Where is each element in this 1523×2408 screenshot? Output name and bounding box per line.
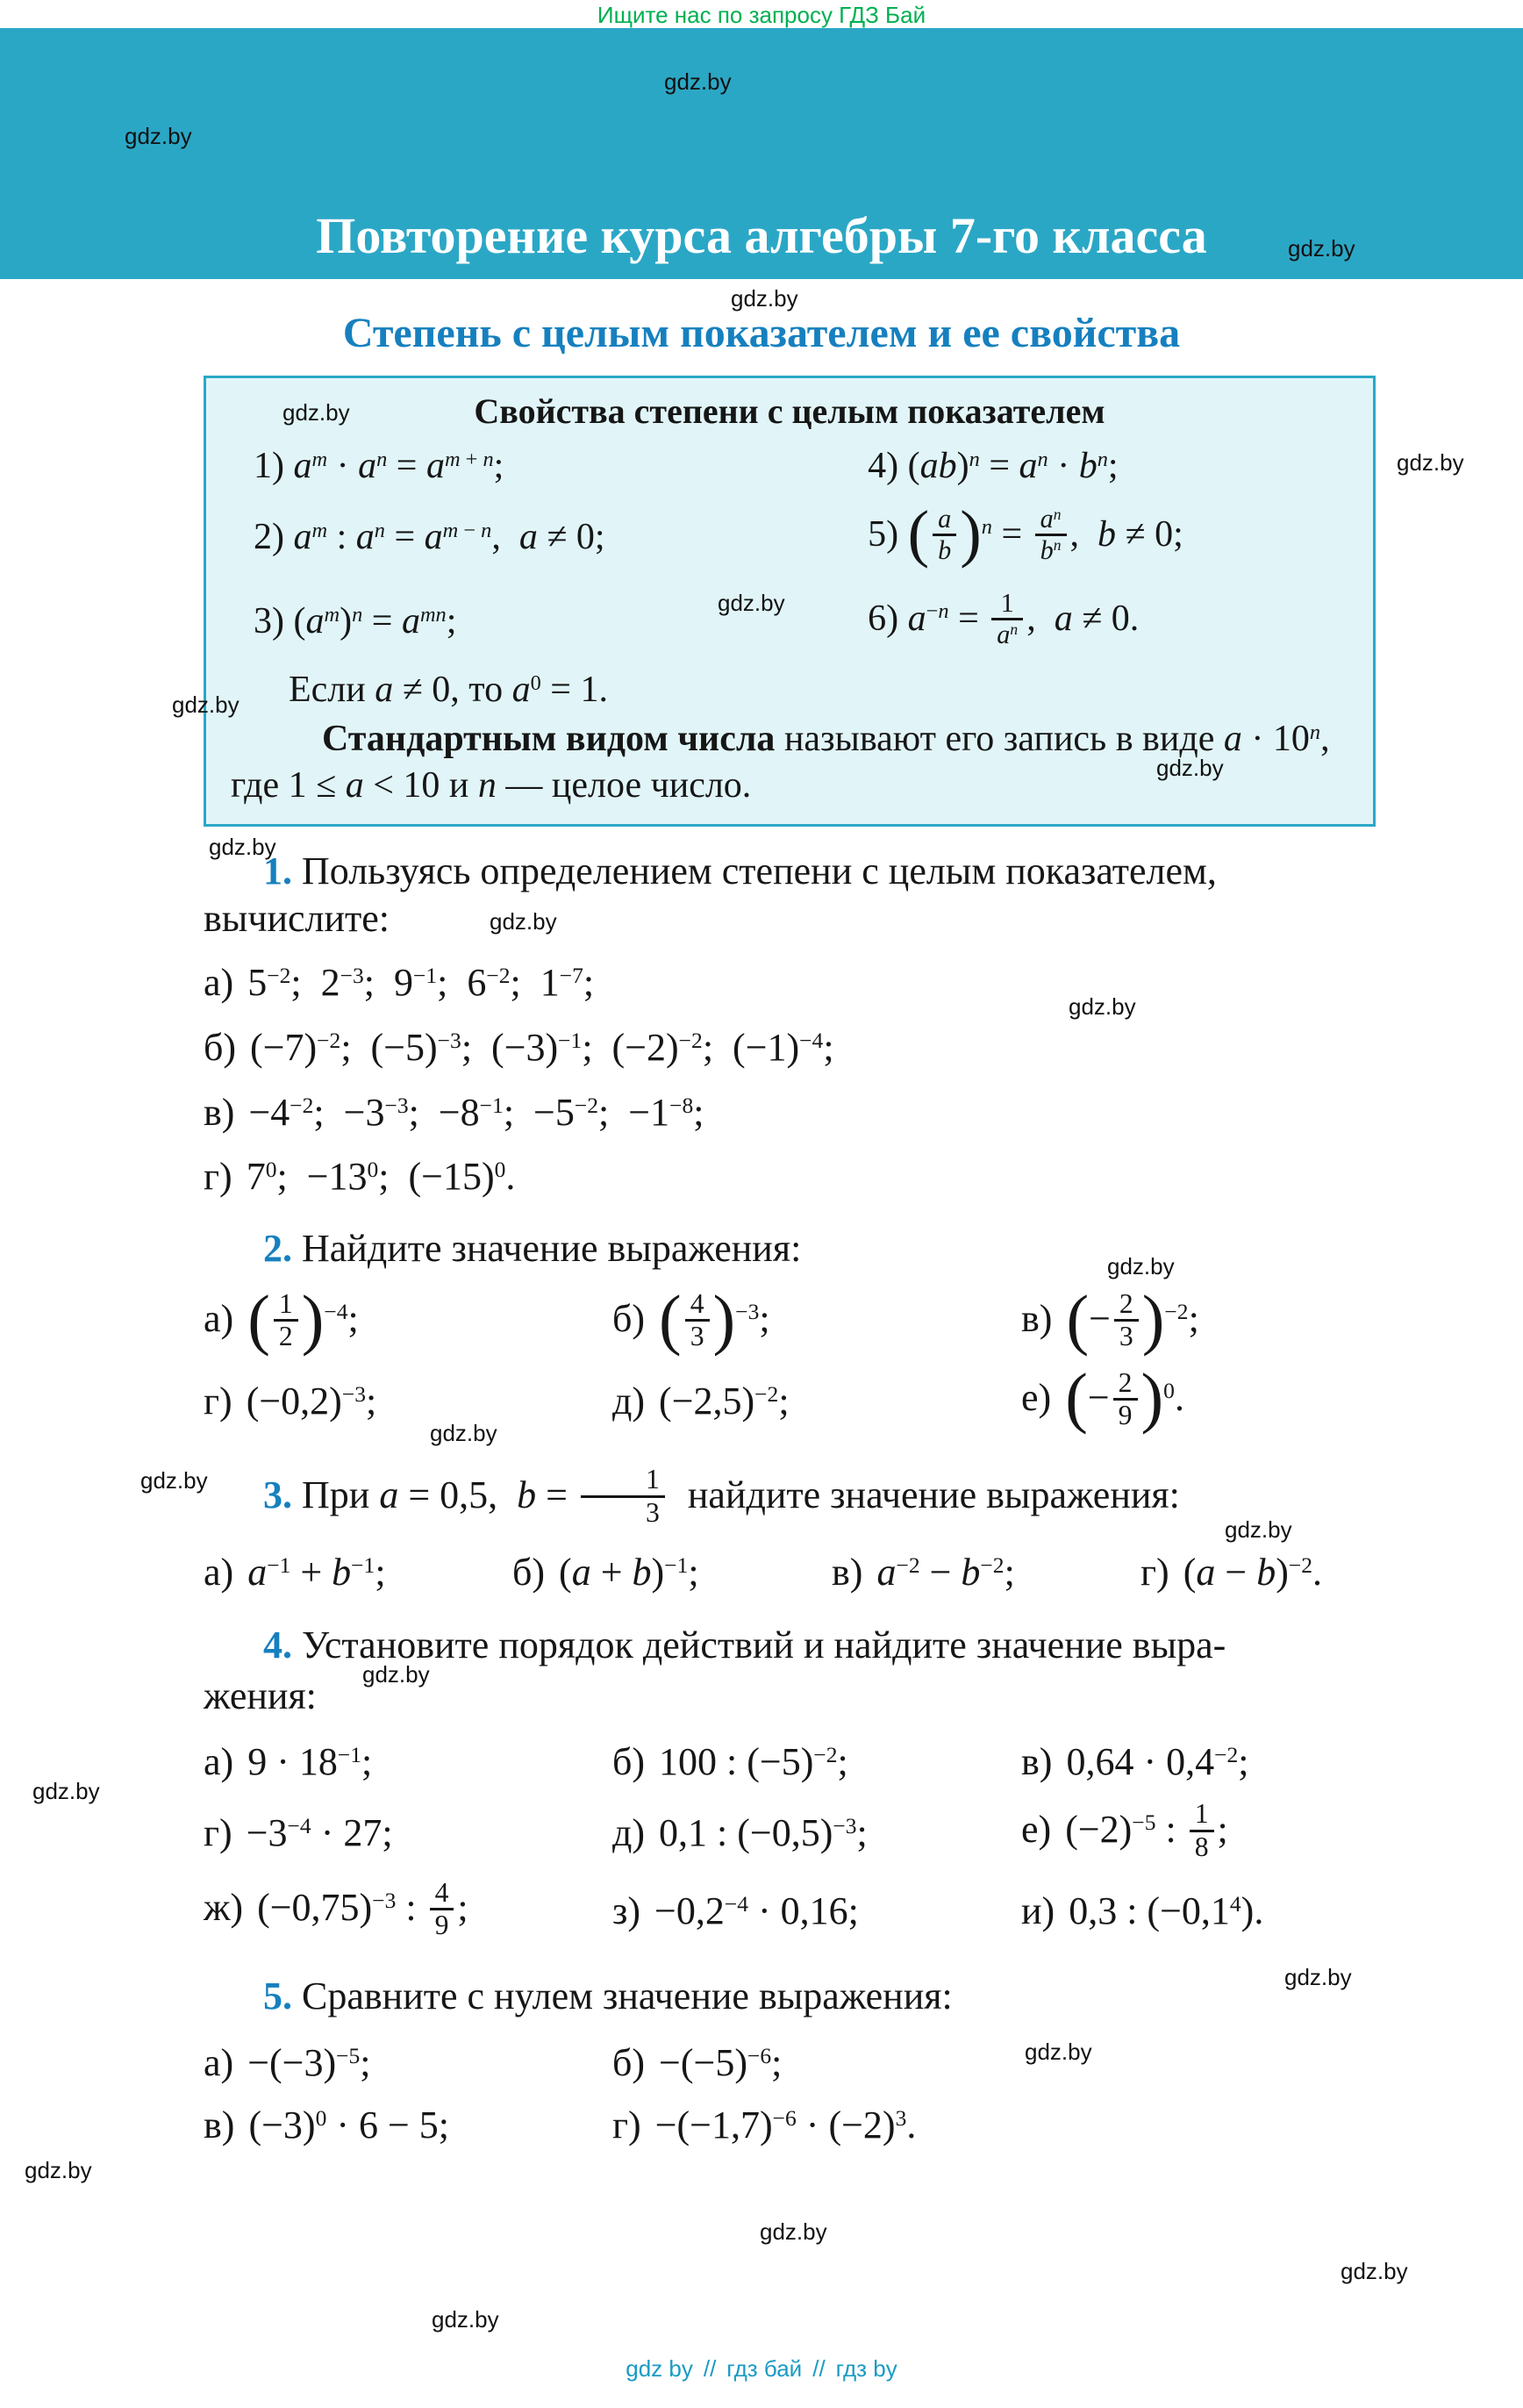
item-label: ж) bbox=[204, 1886, 244, 1930]
top-notice: Ищите нас по запросу ГДЗ Бай bbox=[597, 2, 926, 28]
exercise-4-item-i bbox=[1021, 1888, 1263, 1935]
exercise-2-item-d bbox=[612, 1378, 1021, 1425]
exercise-4-item-d bbox=[612, 1810, 1021, 1857]
exercise-4-item-z bbox=[612, 1888, 1021, 1935]
item-label: в) bbox=[1021, 1740, 1053, 1784]
exercise-2 bbox=[204, 1225, 1390, 1436]
item-expression: $5^{-2}$; $2^{-3}$; $9^{-1}$; $6^{-2}$; $1^{-7}$; bbox=[247, 961, 595, 1005]
watermark: gdz.by bbox=[125, 123, 192, 149]
watermark: gdz.by bbox=[140, 1467, 208, 1494]
exercise-5-heading bbox=[204, 1973, 1390, 2020]
watermark: gdz.by bbox=[209, 834, 276, 860]
exercise-5-item-g bbox=[612, 2102, 916, 2149]
exercise-3 bbox=[204, 1464, 1390, 1596]
item-expression: (− $\frac{2}{3}$ )$^{-2}$; bbox=[1066, 1280, 1199, 1357]
item-label: в) bbox=[204, 1090, 235, 1134]
item-expression: $7^0$; $-13^0$; $(-15)^0$. bbox=[246, 1155, 516, 1199]
exercise-5-number: 5. bbox=[263, 1974, 292, 2017]
exercise-3-row bbox=[204, 1549, 1390, 1596]
item-expression: $-0,2^{-4} \cdot 0,16$; bbox=[654, 1889, 859, 1933]
watermark: gdz.by bbox=[32, 1778, 100, 1804]
exercise-1-item-a bbox=[204, 959, 1390, 1007]
item-label: и) bbox=[1021, 1889, 1055, 1933]
exercise-5 bbox=[204, 1973, 1390, 2149]
exercise-4-heading bbox=[204, 1622, 1390, 1669]
item-expression: (− $\frac{2}{9}$ )$^0$. bbox=[1065, 1359, 1184, 1436]
exercise-3-heading bbox=[204, 1464, 1390, 1530]
item-expression: $-4^{-2}$; $-3^{-3}$; $-8^{-1}$; $-5^{-2}$; $-1^{-8}$; bbox=[248, 1090, 704, 1134]
formula-power-of-power: 3) $(a^m)^n = a^{mn}$; bbox=[254, 601, 457, 641]
exercise-4-item-b bbox=[612, 1738, 1021, 1786]
watermark: gdz.by bbox=[1341, 2258, 1408, 2284]
watermark: gdz.by bbox=[172, 692, 240, 718]
exercise-4-item-g bbox=[204, 1810, 612, 1857]
watermark: gdz.by bbox=[1025, 2039, 1092, 2065]
watermark: gdz.by bbox=[664, 68, 732, 95]
item-label: д) bbox=[612, 1379, 646, 1423]
item-label: а) bbox=[204, 1551, 234, 1595]
watermark: gdz.by bbox=[718, 590, 785, 616]
exercise-4-row-1 bbox=[204, 1738, 1390, 1786]
section-subtitle: Степень с целым показателем и ее свойства bbox=[342, 310, 1181, 356]
item-label: б) bbox=[612, 1740, 646, 1784]
formula-power-of-fraction: 5) ( $\frac{a}{b}$ )$^n$ = $\frac{a^n}{b^n}$ , b ≠ 0; bbox=[868, 497, 1183, 569]
standard-form-term: Стандартным видом числа bbox=[322, 719, 776, 759]
standard-form-note bbox=[231, 716, 1348, 808]
exercise-1-text: Пользуясь определением степени с целым показателем, вычислите: bbox=[204, 849, 1217, 940]
item-label: а) bbox=[204, 1740, 234, 1784]
item-expression: ( $\frac{4}{3}$ )$^{-3}$; bbox=[659, 1280, 770, 1357]
exercise-3-item-v bbox=[832, 1549, 1140, 1596]
watermark: gdz.by bbox=[1284, 1964, 1352, 1990]
exercise-1-item-v bbox=[204, 1089, 1390, 1136]
watermark: gdz.by bbox=[1225, 1516, 1292, 1543]
exercise-4 bbox=[204, 1622, 1390, 1943]
exercise-3-number: 3. bbox=[263, 1473, 292, 1516]
item-expression: $(-2)^{-5}$ : $\frac{1}{8}$ ; bbox=[1065, 1798, 1228, 1862]
formula-quotient-of-powers: 2) $a^m$ : $a^n = a^{m - n}$, a ≠ 0; bbox=[254, 517, 605, 557]
exercise-5-row-2 bbox=[204, 2102, 1390, 2149]
item-label: з) bbox=[612, 1889, 641, 1933]
exercise-5-text: Сравните с нулем значение выражения: bbox=[302, 1974, 953, 2017]
exercise-2-item-g bbox=[204, 1378, 612, 1425]
item-label: б) bbox=[204, 1026, 237, 1070]
exercise-2-heading bbox=[204, 1225, 1390, 1272]
item-label: г) bbox=[204, 1155, 232, 1199]
exercise-2-number: 2. bbox=[263, 1227, 292, 1270]
formula-product-of-powers: 1) $a^m \cdot a^n = a^{m + n}$; bbox=[254, 446, 504, 486]
formula-row-2 bbox=[231, 495, 1348, 579]
item-label: а) bbox=[204, 961, 234, 1005]
item-label: в) bbox=[832, 1551, 863, 1595]
item-expression: $a^{-1} + b^{-1}$; bbox=[247, 1551, 386, 1595]
item-label: д) bbox=[612, 1810, 646, 1854]
watermark: gdz.by bbox=[1156, 755, 1224, 781]
watermark: gdz.by bbox=[1288, 235, 1355, 262]
header-band bbox=[0, 28, 1523, 279]
exercise-4-item-a bbox=[204, 1738, 612, 1786]
exercise-1-number: 1. bbox=[263, 849, 292, 892]
item-label: а) bbox=[204, 1297, 234, 1341]
watermark: gdz.by bbox=[760, 2218, 827, 2245]
item-expression: $-(-1,7)^{-6} \cdot (-2)^3$. bbox=[654, 2103, 917, 2147]
exercise-2-item-b bbox=[612, 1280, 1021, 1357]
item-expression: 100 : $(-5)^{-2}$; bbox=[659, 1740, 848, 1784]
exercise-4-number: 4. bbox=[263, 1623, 292, 1666]
exercise-5-item-b bbox=[612, 2039, 782, 2087]
item-expression: $(-0,2)^{-3}$; bbox=[246, 1379, 377, 1423]
exercise-2-text: Найдите значение выражения: bbox=[302, 1227, 802, 1270]
footer-link-gdz-by[interactable]: gdz by bbox=[626, 2355, 693, 2382]
exercise-3-item-g bbox=[1140, 1549, 1322, 1596]
watermark: gdz.by bbox=[362, 1661, 430, 1688]
item-expression: $a^{-2} - b^{-2}$; bbox=[876, 1551, 1015, 1595]
standard-form-text: называют его запись в виде $a \cdot 10^n$, где 1 ≤ a < 10 и n — целое число. bbox=[231, 719, 1330, 806]
item-label: в) bbox=[204, 2103, 235, 2147]
footer-separator: // bbox=[703, 2355, 717, 2382]
exercise-2-row-1 bbox=[204, 1280, 1390, 1357]
item-expression: $(-3)^0 \cdot 6 - 5$; bbox=[248, 2103, 450, 2147]
exercise-4-text-line2: жения: bbox=[204, 1673, 317, 1717]
item-label: б) bbox=[612, 1297, 646, 1341]
exercise-3-text: При a = 0,5, b = $\frac{1}{3}$ найдите значение выражения: bbox=[302, 1464, 1180, 1528]
item-expression: $(-2,5)^{-2}$; bbox=[659, 1379, 790, 1423]
exercise-2-item-v bbox=[1021, 1280, 1199, 1357]
watermark: gdz.by bbox=[490, 908, 557, 935]
watermark: gdz.by bbox=[731, 285, 798, 312]
formula-negative-exponent: 6) $a^{-n}$ = $\frac{1}{a^n}$ , a ≠ 0. bbox=[868, 588, 1140, 650]
properties-box bbox=[204, 376, 1376, 827]
watermark: gdz.by bbox=[25, 2157, 92, 2183]
watermark: gdz.by bbox=[282, 399, 350, 426]
item-expression: $(a + b)^{-1}$; bbox=[559, 1551, 699, 1595]
item-expression: $9 \cdot 18^{-1}$; bbox=[247, 1740, 373, 1784]
item-expression: $(-0,75)^{-3}$ : $\frac{4}{9}$ ; bbox=[257, 1876, 468, 1941]
item-label: а) bbox=[204, 2040, 234, 2084]
watermark: gdz.by bbox=[430, 1420, 497, 1446]
item-label: г) bbox=[1140, 1551, 1169, 1595]
footer-links bbox=[0, 2355, 1523, 2383]
item-expression: 0,1 : $(-0,5)^{-3}$; bbox=[659, 1810, 868, 1854]
item-expression: $(a - b)^{-2}$. bbox=[1183, 1551, 1322, 1595]
exercise-1-item-g bbox=[204, 1153, 1390, 1200]
item-label: г) bbox=[204, 1810, 232, 1854]
item-label: е) bbox=[1021, 1375, 1052, 1419]
exercise-4-text-line1: Установите порядок действий и найдите значение выра- bbox=[302, 1623, 1226, 1666]
item-expression: $0,64 \cdot 0,4^{-2}$; bbox=[1066, 1740, 1249, 1784]
item-label: б) bbox=[612, 2040, 646, 2084]
footer-separator: // bbox=[812, 2355, 826, 2382]
footer-link-gdz-by-2[interactable]: гдз by bbox=[835, 2355, 897, 2382]
exercise-3-item-a bbox=[204, 1549, 512, 1596]
formula-row-1 bbox=[231, 437, 1348, 495]
item-expression: $-(-5)^{-6}$; bbox=[659, 2040, 783, 2084]
item-label: г) bbox=[612, 2103, 641, 2147]
exercise-4-item-e bbox=[1021, 1798, 1228, 1864]
exercise-4-item-zh bbox=[204, 1876, 612, 1942]
item-expression: ( $\frac{1}{2}$ )$^{-4}$; bbox=[247, 1280, 359, 1357]
exercise-4-row-2 bbox=[204, 1798, 1390, 1864]
exercise-1-heading bbox=[204, 848, 1390, 942]
item-label: г) bbox=[204, 1379, 232, 1423]
exercise-4-item-v bbox=[1021, 1738, 1248, 1786]
exercise-5-item-a bbox=[204, 2039, 612, 2087]
exercise-1 bbox=[204, 848, 1390, 1200]
item-expression: $(-7)^{-2}$; $(-5)^{-3}$; $(-3)^{-1}$; $(-2)^{-2}$; $(-1)^{-4}$; bbox=[250, 1026, 834, 1070]
formula-row-3 bbox=[231, 579, 1348, 663]
item-label: б) bbox=[512, 1551, 546, 1595]
properties-box-title: Свойства степени с целым показателем bbox=[474, 391, 1105, 431]
item-label: е) bbox=[1021, 1807, 1052, 1851]
footer-link-gdz-bai[interactable]: гдз бай bbox=[726, 2355, 803, 2382]
exercise-2-item-e bbox=[1021, 1359, 1184, 1436]
zero-exponent-note: Если a ≠ 0, то $a^0 = 1$. bbox=[289, 670, 608, 710]
exercise-3-item-b bbox=[512, 1549, 832, 1596]
item-expression: $-(-3)^{-5}$; bbox=[247, 2040, 371, 2084]
watermark: gdz.by bbox=[432, 2306, 499, 2333]
watermark: gdz.by bbox=[1069, 993, 1136, 1020]
item-label: в) bbox=[1021, 1297, 1053, 1341]
item-expression: $-3^{-4} \cdot 27$; bbox=[246, 1810, 393, 1854]
exercise-2-item-a bbox=[204, 1280, 612, 1357]
exercise-5-row-1 bbox=[204, 2039, 1390, 2087]
exercise-5-item-v bbox=[204, 2102, 612, 2149]
exercise-4-row-3 bbox=[204, 1876, 1390, 1942]
formula-power-of-product: 4) $(ab)^n = a^n \cdot b^n$; bbox=[868, 446, 1119, 486]
watermark: gdz.by bbox=[1397, 449, 1464, 476]
exercise-1-item-b bbox=[204, 1024, 1390, 1071]
item-expression: 0,3 : $(-0,1^4)$. bbox=[1069, 1889, 1264, 1933]
watermark: gdz.by bbox=[1107, 1253, 1175, 1279]
page-title: Повторение курса алгебры 7-го класса bbox=[316, 207, 1207, 264]
